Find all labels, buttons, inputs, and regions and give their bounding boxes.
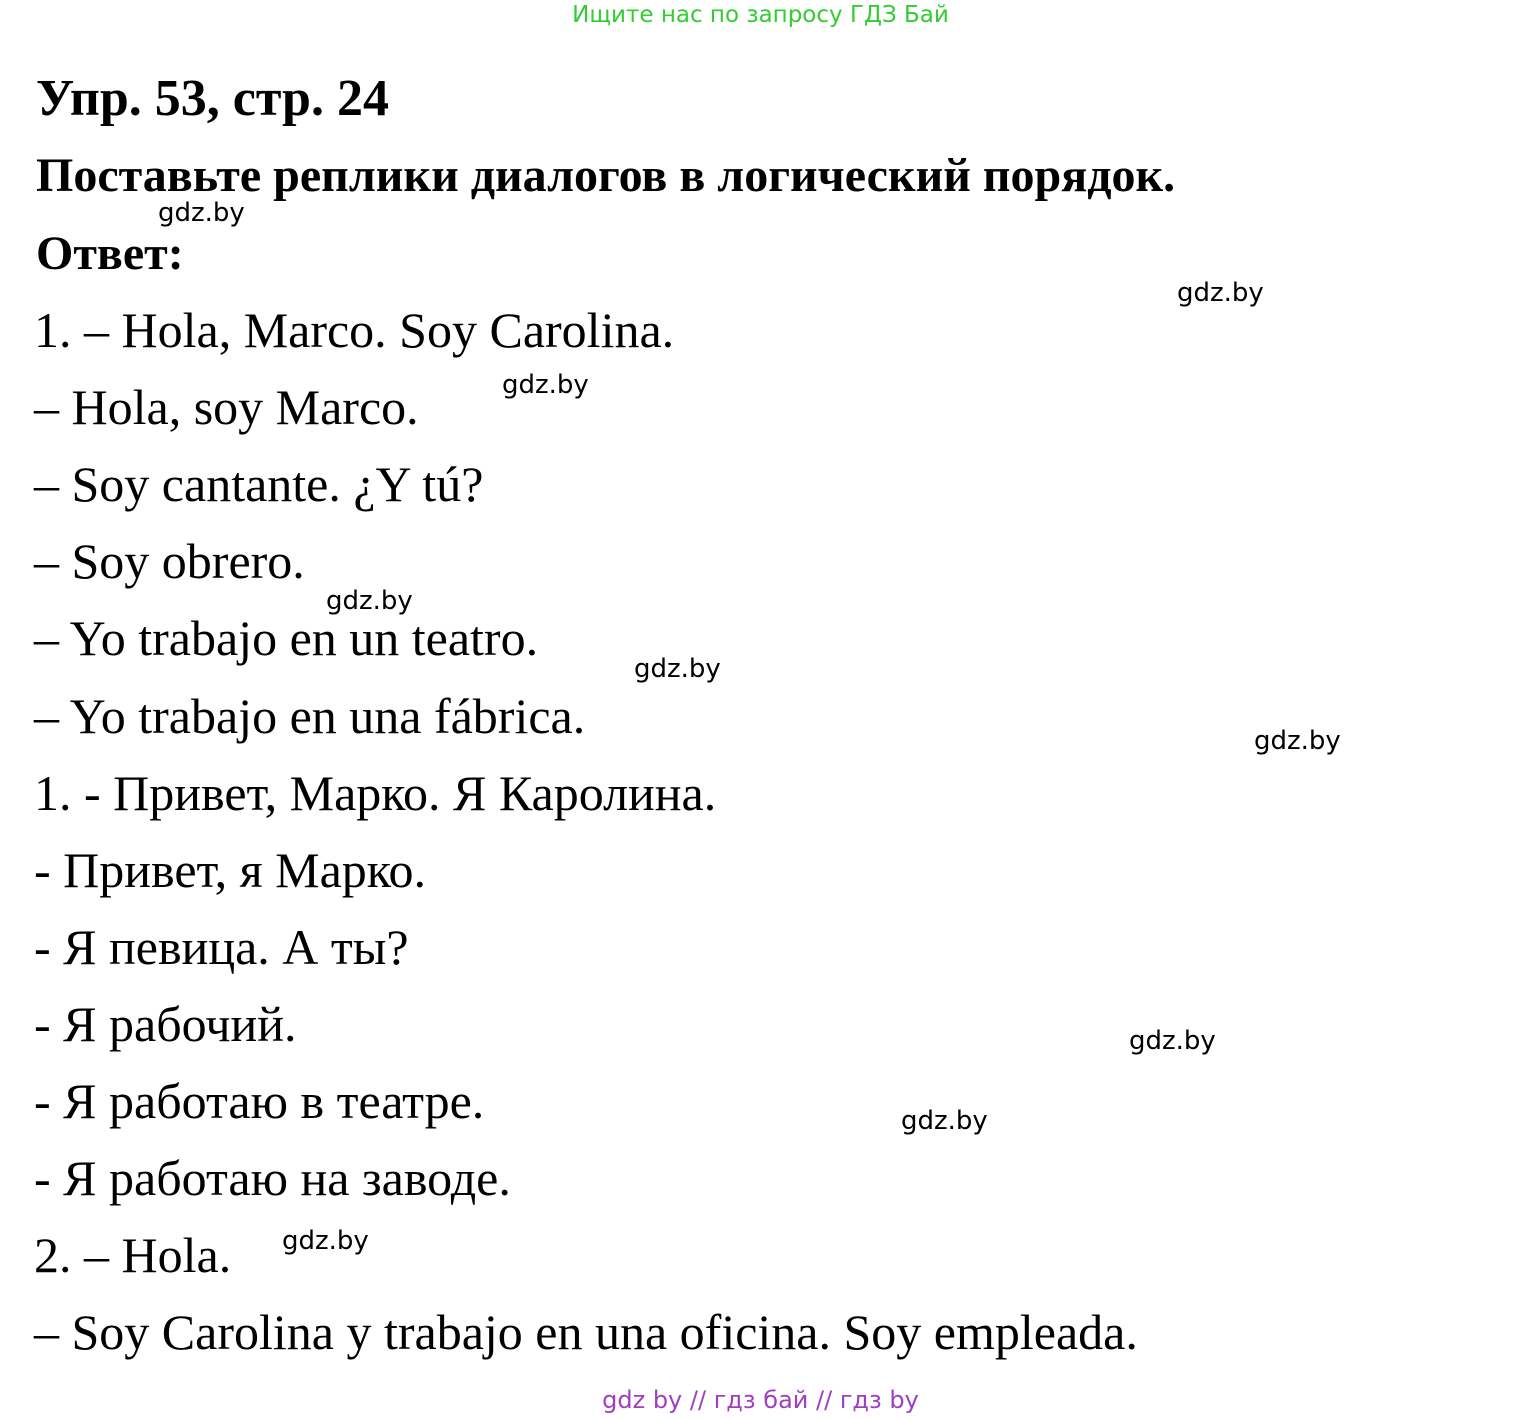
answer-label: Ответ: (36, 227, 184, 280)
watermark: gdz.by (1129, 1026, 1216, 1056)
translation-line-3: - Я певица. А ты? (34, 919, 409, 975)
translation-line-2: - Привет, я Марко. (34, 842, 427, 898)
dialogue-2-line-1: 2. – Hola. (34, 1227, 232, 1283)
task-instruction: Поставьте реплики диалогов в логический порядок. (36, 149, 1176, 202)
dialogue-line-5: – Yo trabajo en un teatro. (34, 610, 539, 666)
translation-line-6: - Я работаю на заводе. (34, 1150, 511, 1206)
watermark: gdz.by (1254, 726, 1341, 756)
watermark: gdz.by (282, 1226, 369, 1256)
dialogue-line-2: – Hola, soy Marco. (34, 379, 419, 435)
translation-line-1: 1. - Привет, Марко. Я Каролина. (34, 765, 717, 821)
top-banner: Ищите нас по запросу ГДЗ Бай (572, 2, 949, 28)
watermark: gdz.by (1177, 278, 1264, 308)
watermark: gdz.by (901, 1106, 988, 1136)
watermark: gdz.by (634, 654, 721, 684)
translation-line-5: - Я работаю в театре. (34, 1073, 485, 1129)
dialogue-2-line-2: – Soy Carolina y trabajo en una oficina. Soy empleada. (34, 1304, 1138, 1360)
translation-line-4: - Я рабочий. (34, 996, 297, 1052)
dialogue-line-3: – Soy cantante. ¿Y tú? (34, 456, 484, 512)
watermark: gdz.by (326, 586, 413, 616)
dialogue-line-1: 1. – Hola, Marco. Soy Carolina. (34, 302, 675, 358)
watermark: gdz.by (502, 370, 589, 400)
exercise-title: Упр. 53, стр. 24 (36, 70, 389, 127)
dialogue-line-6: – Yo trabajo en una fábrica. (34, 688, 586, 744)
dialogue-line-4: – Soy obrero. (34, 533, 305, 589)
footer-watermark: gdz by // гдз бай // гдз by (602, 1386, 919, 1414)
watermark: gdz.by (158, 198, 245, 228)
